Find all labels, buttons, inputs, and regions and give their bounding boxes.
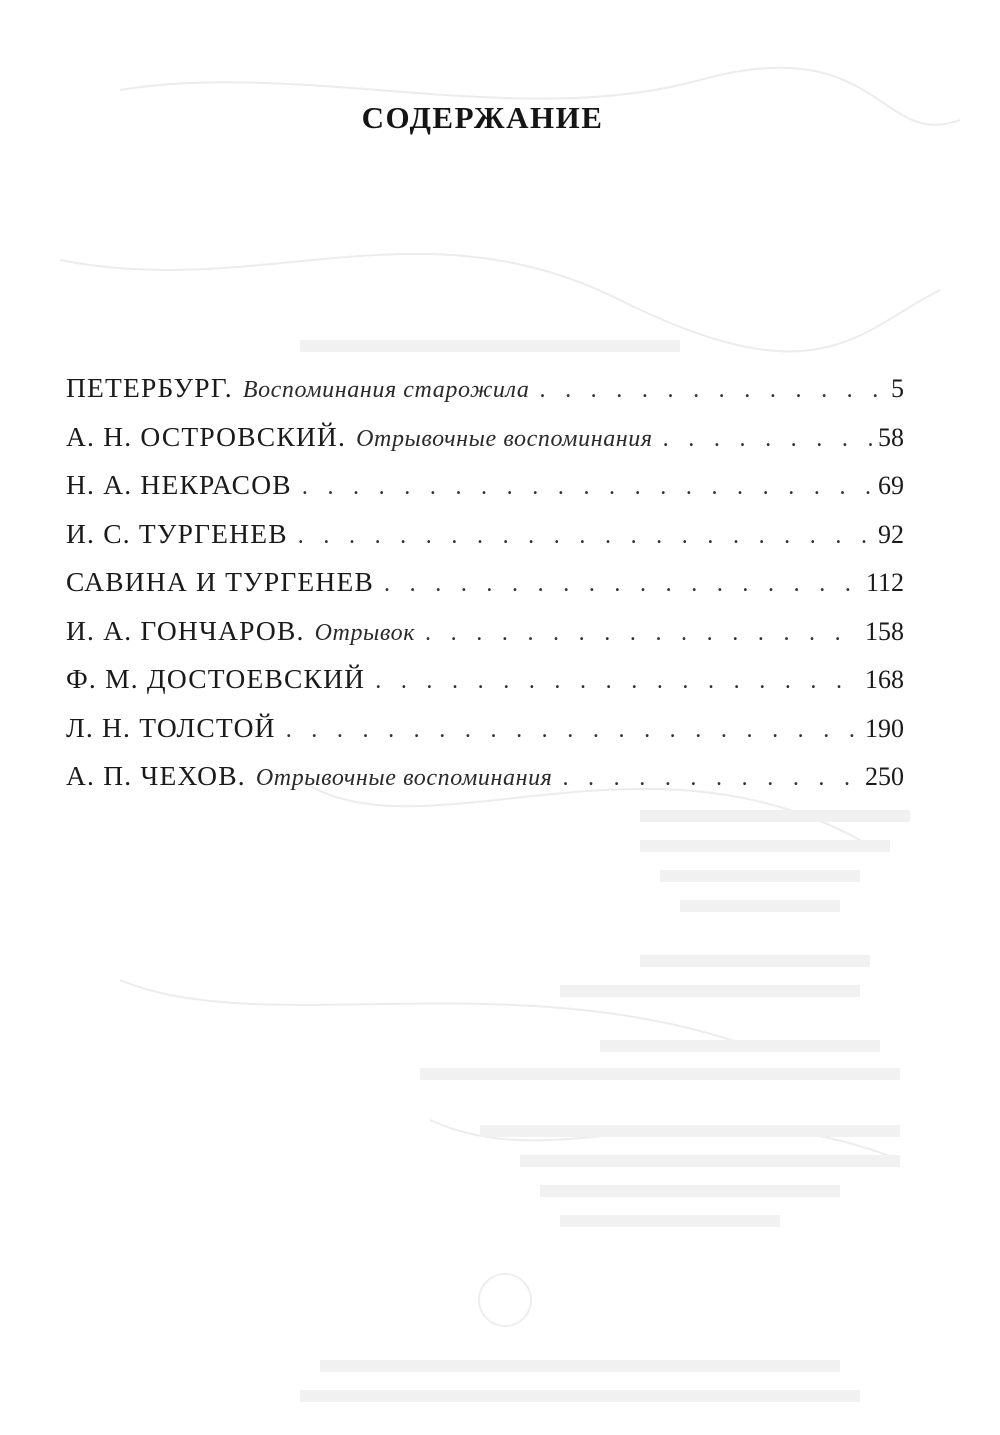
dot-leader (384, 560, 860, 609)
dot-leader (539, 366, 885, 415)
table-of-contents (66, 364, 904, 801)
toc-entry[interactable] (66, 510, 904, 559)
dot-leader (562, 754, 859, 803)
entry-subtitle: Отрывочные воспоминания (356, 425, 653, 452)
toc-entry[interactable] (66, 364, 904, 413)
entry-author: Ф. М. ДОСТОЕВСКИЙ (66, 663, 366, 694)
entry-subtitle: Отрывок (314, 619, 416, 646)
dot-leader (286, 706, 859, 755)
entry-author: А. Н. ОСТРОВСКИЙ. (66, 420, 347, 452)
dot-leader (302, 463, 872, 512)
dot-leader (425, 609, 859, 658)
entry-page-number: 112 (865, 568, 904, 597)
entry-author: И. А. ГОНЧАРОВ. (66, 614, 305, 646)
entry-subtitle: Воспоминания старожила (242, 377, 530, 403)
toc-entry[interactable] (66, 607, 904, 656)
toc-entry[interactable] (66, 704, 904, 753)
entry-page-number: 190 (865, 713, 904, 743)
entry-author: И. С. ТУРГЕНЕВ (66, 517, 288, 549)
entry-page-number: 158 (865, 616, 904, 646)
entry-subtitle: Отрывочные воспоминания (255, 765, 553, 791)
dot-leader (298, 512, 872, 561)
entry-page-number: 168 (865, 665, 904, 694)
dot-leader (375, 657, 859, 706)
entry-author: ПЕТЕРБУРГ. (66, 372, 233, 403)
toc-entry[interactable] (66, 655, 904, 704)
entry-author: Н. А. НЕКРАСОВ (66, 469, 292, 500)
page-title: СОДЕРЖАНИЕ (361, 100, 604, 135)
toc-entry[interactable] (66, 461, 904, 510)
entry-page-number: 69 (878, 471, 904, 500)
toc-entry[interactable] (66, 752, 904, 801)
entry-page-number: 92 (878, 519, 904, 549)
dot-leader (663, 415, 872, 464)
toc-entry[interactable] (66, 413, 904, 462)
entry-page-number: 58 (878, 422, 904, 452)
entry-author: САВИНА И ТУРГЕНЕВ (66, 566, 375, 597)
entry-author: Л. Н. ТОЛСТОЙ (66, 711, 276, 743)
entry-author: А. П. ЧЕХОВ. (66, 760, 246, 791)
entry-page-number: 250 (865, 762, 904, 791)
toc-entry[interactable] (66, 558, 904, 607)
entry-page-number: 5 (891, 374, 904, 403)
